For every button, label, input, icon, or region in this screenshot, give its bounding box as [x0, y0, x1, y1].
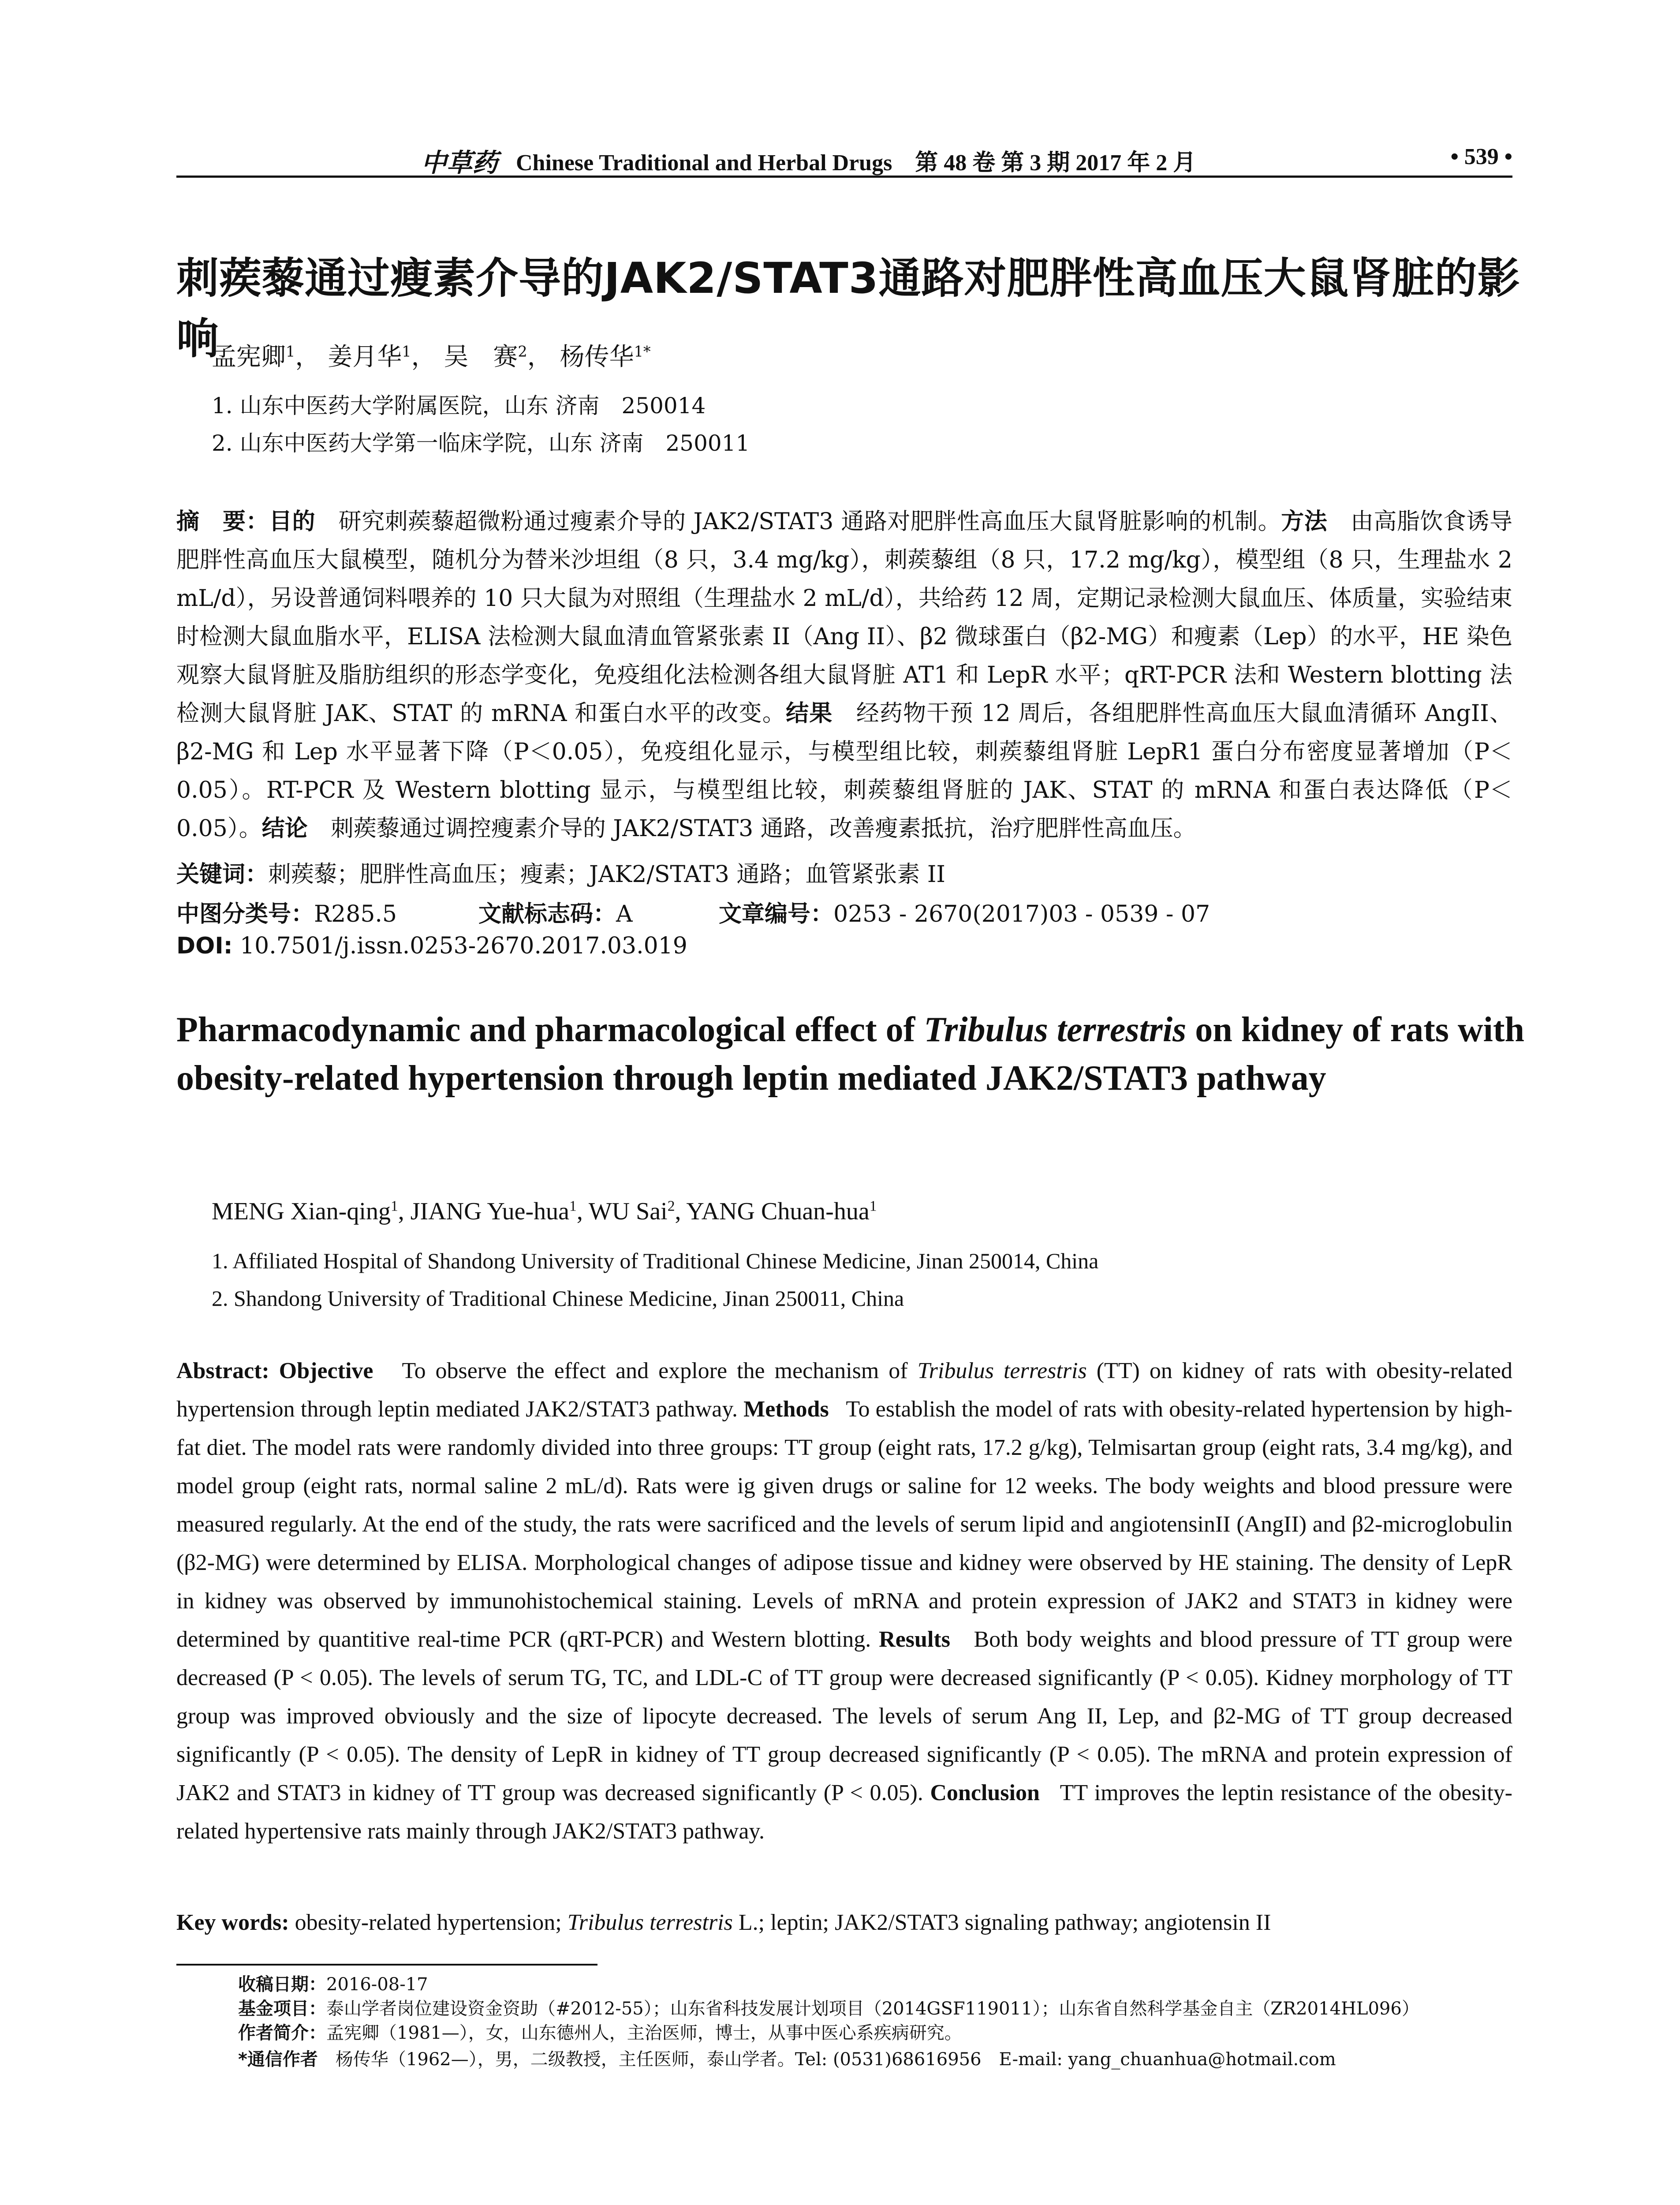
footnote-received: 收稿日期：2016-08-17	[238, 1974, 428, 1995]
cn-keywords: 关键词：刺蒺藜；肥胖性高血压；瘦素；JAK2/STAT3 通路；血管紧张素 II	[176, 861, 945, 888]
journal-info: Chinese Traditional and Herbal Drugs 第 48 卷 第 3 期 2017 年 2 月	[516, 150, 1196, 176]
cn-title: 刺蒺藜通过瘦素介导的JAK2/STAT3通路对肥胖性高血压大鼠肾脏的影响	[176, 254, 1520, 363]
en-affiliation-1: 1. Affiliated Hospital of Shandong University of Traditional Chinese Medicine, Jinan 250014, China	[212, 1248, 1099, 1273]
en-title: Pharmacodynamic and pharmacological effect of Tribulus terrestris on kidney of rats with obesity-related hypertension through leptin mediated JAK2/STAT3 pathway	[176, 1010, 1525, 1098]
cn-article-number: 文章编号：0253 - 2670(2017)03 - 0539 - 07	[719, 901, 1210, 927]
footnote-rule	[176, 1964, 597, 1966]
cn-abstract: 摘 要：目的 研究刺蒺藜超微粉通过瘦素介导的 JAK2/STAT3 通路对肥胖性高血压大鼠肾脏影响的机制。方法 由高脂饮食诱导肥胖性高血压大鼠模型，随机分为替米沙坦组（8 只，3.4 mg/kg），刺蒺藜组（8 只，17.2 mg/kg），模型组（8 只，生理盐水 2 mL/d），另设普通饲料喂养的 10 只大鼠为对照组（生理盐水 2 mL/d），共给药 12 周，定期记录检测大鼠血压、体质量，实验结束时检测大鼠血脂水平，ELISA 法检测大鼠血清血管紧张素 II（Ang II）、β2 微球蛋白（β2-MG）和瘦素（Lep）的水平，HE 染色观察大鼠肾脏及脂肪组织的形态学变化，免疫组化法检测各组大鼠肾脏 AT1 和 LepR 水平；qRT-PCR 法和 Western blotting 法检测大鼠肾脏 JAK、STAT 的 mRNA 和蛋白水平的改变。结果 经药物干预 12 周后，各组肥胖性高血压大鼠血清循环 AngII、β2-MG 和 Lep 水平显著下降（P＜0.05），免疫组化显示，与模型组比较，刺蒺藜组肾脏 LepR1 蛋白分布密度显著增加（P＜0.05）。RT-PCR 及 Western blotting 显示，与模型组比较，刺蒺藜组肾脏的 JAK、STAT 的 mRNA 和蛋白表达降低（P＜0.05）。结论 刺蒺藜通过调控瘦素介导的 JAK2/STAT3 通路，改善瘦素抵抗，治疗肥胖性高血压。	[176, 508, 1512, 842]
cn-author: 姜月华	[328, 343, 402, 371]
en-author: MENG Xian-qing	[212, 1198, 391, 1225]
en-authors: MENG Xian-qing$^1$, JIANG Yue-hua$^1$, WU Sai$^2$, YANG Chuan-hua$^1$	[212, 1198, 877, 1225]
footnote-corresponding: *通信作者 杨传华（1962—），男，二级教授，主任医师，泰山学者。Tel: (0531)68616956 E-mail: yang_chuanhua@hotmail.com	[238, 2049, 1336, 2070]
cn-classification: 中图分类号：R285.5	[176, 901, 397, 927]
en-author: YANG Chuan-hua	[686, 1198, 870, 1225]
cn-author: 孟宪卿	[212, 343, 286, 371]
journal-logo: 中草药	[421, 148, 498, 178]
footnote-author-bio: 作者简介：孟宪卿（1981—），女，山东德州人，主治医师，博士，从事中医心系疾病研究。	[238, 2023, 962, 2043]
running-header	[176, 140, 1512, 178]
cn-affiliation-1: 1. 山东中医药大学附属医院，山东 济南 250014	[212, 393, 706, 419]
doi: DOI: 10.7501/j.issn.0253-2670.2017.03.019	[176, 933, 687, 959]
cn-doc-code: 文献标志码：A	[478, 901, 633, 927]
cn-authors: 孟宪卿$^1$， 姜月华$^1$， 吴 赛$^2$， 杨传华$^{1*}$	[212, 343, 651, 371]
cn-affiliation-2: 2. 山东中医药大学第一临床学院，山东 济南 250011	[212, 430, 750, 456]
en-affiliation-2: 2. Shandong University of Traditional Chinese Medicine, Jinan 250011, China	[212, 1286, 904, 1311]
en-abstract: Abstract: Objective To observe the effect and explore the mechanism of Tribulus terrestris (TT) on kidney of rats with obesity-related hypertension through leptin mediated JAK2/STAT3 pathway. Methods To establish the model of rats with obesity-related hypertension by high-fat diet. The model rats were randomly divided into three groups: TT group (eight rats, 17.2 g/kg), Telmisartan group (eight rats, 3.4 mg/kg), and model group (eight rats, normal saline 2 mL/d). Rats were ig given drugs or saline for 12 weeks. The body weights and blood pressure were measured regularly. At the end of the study, the rats were sacrificed and the levels of serum lipid and angiotensinII (AngII) and β2-microglobulin (β2-MG) were determined by ELISA. Morphological changes of adipose tissue and kidney were observed by HE staining. The density of LepR in kidney was observed by immunohistochemical staining. Levels of mRNA and protein expression of JAK2 and STAT3 in kidney were determined by quantitive real-time PCR (qRT-PCR) and Western blotting. Results Both body weights and blood pressure of TT group were decreased (P < 0.05). The levels of serum TG, TC, and LDL-C of TT group were decreased significantly (P < 0.05). Kidney morphology of TT group was improved obviously and the size of lipocyte decreased. The levels of serum Ang II, Lep, and β2-MG of TT group decreased significantly (P < 0.05). The density of LepR in kidney of TT group decreased significantly (P < 0.05). The mRNA and protein expression of JAK2 and STAT3 in kidney of TT group was decreased significantly (P < 0.05). Conclusion TT improves the leptin resistance of the obesity-related hypertensive rats mainly through JAK2/STAT3 pathway.	[176, 1358, 1513, 1844]
footnote-funding: 基金项目：泰山学者岗位建设资金资助（#2012-55）；山东省科技发展计划项目（2014GSF119011）；山东省自然科学基金自主（ZR2014HL096）	[238, 1999, 1419, 2019]
en-author: JIANG Yue-hua	[410, 1198, 570, 1225]
page-number: • 539 •	[1450, 144, 1512, 169]
en-author: WU Sai	[588, 1198, 668, 1225]
cn-author: 吴 赛	[444, 343, 518, 371]
en-keywords: Key words: obesity-related hypertension; Tribulus terrestris L.; leptin; JAK2/STAT3 signaling pathway; angiotensin II	[176, 1910, 1271, 1935]
cn-author: 杨传华	[560, 343, 634, 371]
